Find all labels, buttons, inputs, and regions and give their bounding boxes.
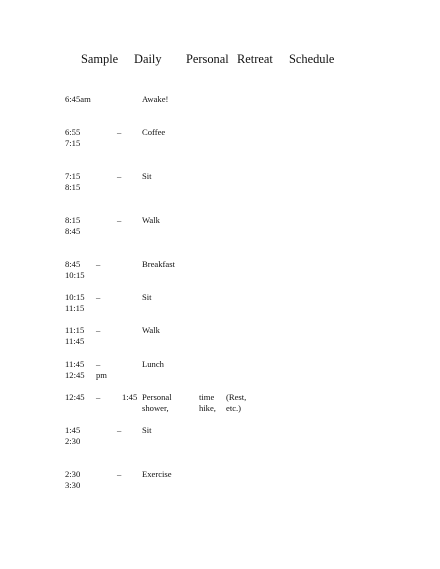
end-time: 2:30 [65,436,81,446]
end-time: 8:15 [65,182,81,192]
activity: Coffee [142,127,166,137]
end-time: 7:15 [65,138,81,148]
start-time: 8:45 [65,259,81,269]
note-col3-line2: hike, [199,403,216,413]
time-dash: – [117,127,122,137]
activity: Exercise [142,469,172,479]
time-dash: – [117,469,122,479]
time-dash: – [96,325,101,335]
start-time: 1:45 [65,425,81,435]
title-word-schedule: Schedule [289,52,335,66]
title-word-daily: Daily [134,52,162,66]
start-time: 6:45am [65,94,91,104]
end-time: 10:15 [65,270,85,280]
activity-line2: shower, [142,403,169,413]
time-dash: – [117,171,122,181]
end-time: 3:30 [65,480,81,490]
end-time: 11:45 [65,336,85,346]
activity: Breakfast [142,259,175,269]
start-time: 7:15 [65,171,81,181]
activity: Lunch [142,359,164,369]
activity: Sit [142,171,152,181]
note-col3-line1: time [199,392,215,402]
note-col4-line1: (Rest, [226,392,247,402]
end-time-suffix: pm [96,370,107,380]
activity: Walk [142,325,160,335]
end-time: 12:45 [65,370,85,380]
title-word-sample: Sample [81,52,119,66]
start-time: 10:15 [65,292,85,302]
time-dash: – [96,292,101,302]
activity: Sit [142,425,152,435]
activity: Walk [142,215,160,225]
title-word-personal: Personal [186,52,229,66]
start-time: 8:15 [65,215,81,225]
activity-line1: Personal [142,392,172,402]
end-time: 11:15 [65,303,85,313]
start-time: 11:45 [65,359,85,369]
time-dash: – [96,392,101,402]
start-time: 12:45 [65,392,85,402]
time-dash: – [117,425,122,435]
note-col4-line2: etc.) [226,403,242,413]
start-time: 2:30 [65,469,81,479]
time-dash: – [96,359,101,369]
start-time: 11:15 [65,325,85,335]
time-dash: – [96,259,101,269]
start-time: 6:55 [65,127,81,137]
end-time: 8:45 [65,226,81,236]
activity: Awake! [142,94,169,104]
end-time-inline: 1:45 [122,392,138,402]
title-word-retreat: Retreat [237,52,273,66]
activity: Sit [142,292,152,302]
time-dash: – [117,215,122,225]
